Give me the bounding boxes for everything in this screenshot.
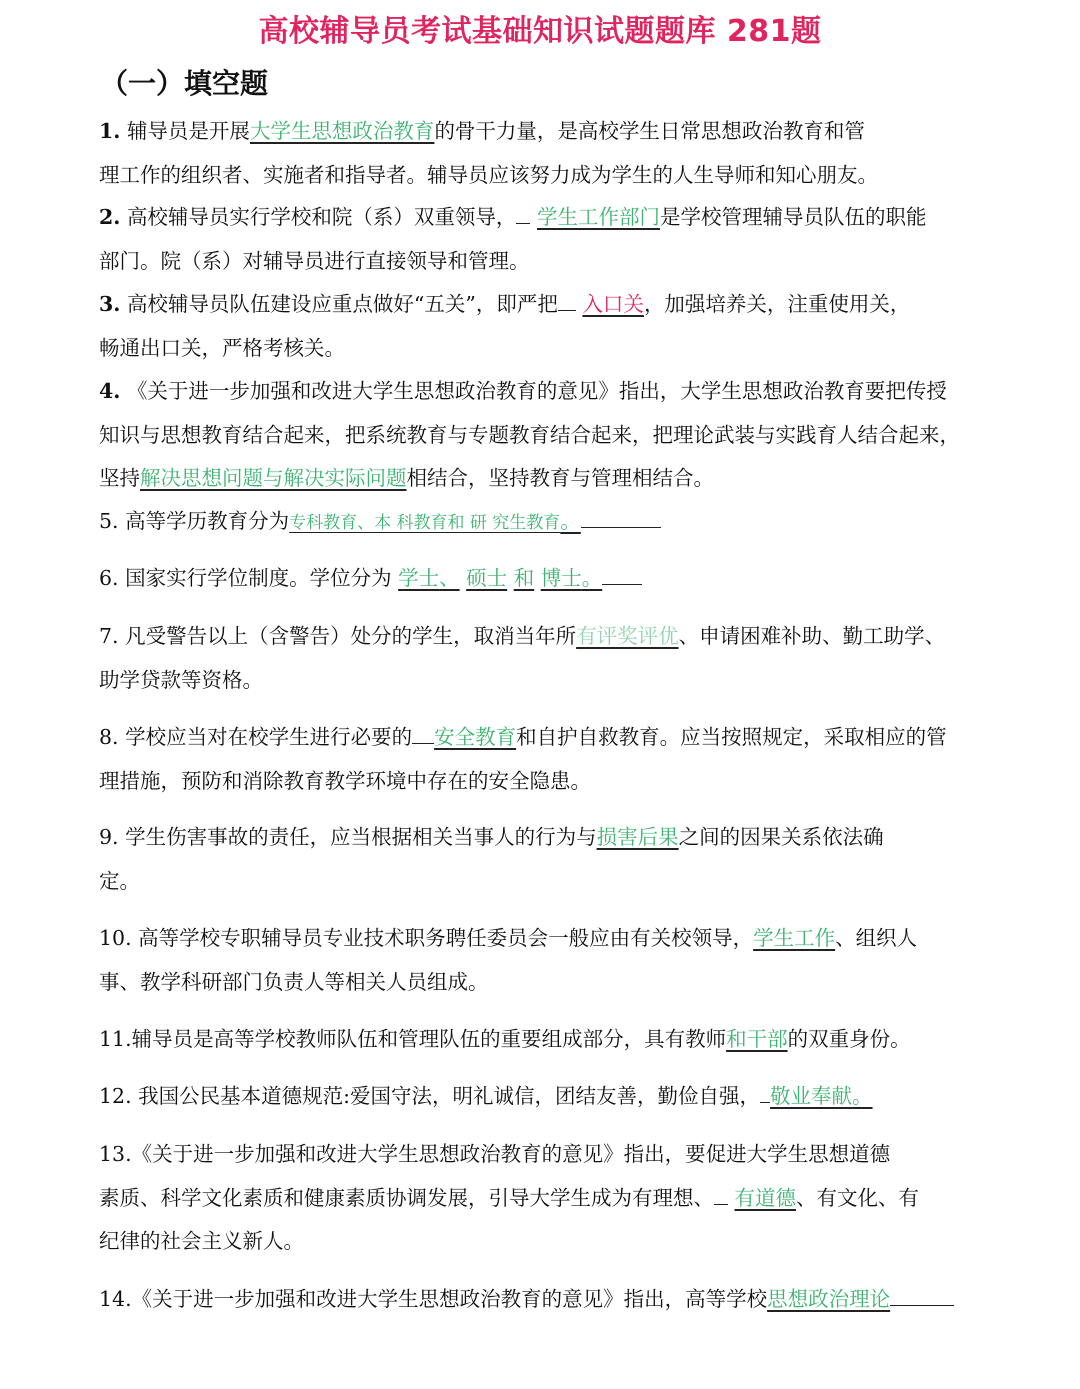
question-number: 11. [99,1027,132,1051]
answer-text: 。 [581,566,603,590]
answer-text: 安全教育 [434,725,517,749]
question-12 [99,1075,999,1119]
question-text: 坚持 [99,466,140,490]
answer-text: 有道德 [734,1185,797,1210]
question-text: 理措施，预防和消除教育教学环境中存在的安全隐患。 [99,768,591,793]
answer-text: 学士 [398,566,440,590]
answer-text: 博士 [540,566,582,590]
question-number: 1. [99,119,121,143]
question-text: 之间的因果关系依法确 [678,825,884,849]
question-text: 畅通出口关，严格考核关。 [99,335,345,360]
answer-text: 学生工作部门 [536,205,660,229]
question-text: 辅导员是开展 [126,119,250,143]
question-number: 3. [99,292,121,316]
question-text: 是学校管理辅导员队伍的职能 [659,205,927,229]
answer-text: 学生工作 [753,926,836,950]
question-text: 、有文化、有 [796,1185,920,1210]
answer-text: 、 [439,566,460,590]
question-6 [99,557,999,601]
question-text: 《关于进一步加强和改进大学生思想政治教育的意见》指出，高等学校 [131,1287,768,1311]
answer-text: 入口关 [582,292,644,316]
question-text: 《关于进一步加强和改进大学生思想政治教育的意见》指出，大学生思想政治教育要把传授 [126,379,947,403]
question-text: 理工作的组织者、实施者和指导者。辅导员应该努力成为学生的人生导师和知心朋友。 [99,162,878,187]
question-text: 部门。院（系）对辅导员进行直接领导和管理。 [99,248,530,273]
question-text: 学生伤害事故的责任，应当根据相关当事人的行为与 [125,825,597,849]
question-number: 4. [99,379,121,403]
question-13 [99,1133,999,1264]
question-text: 素质、科学文化素质和健康素质协调发展，引导大学生成为有理想、 [99,1185,714,1210]
question-text: 高等学校专职辅导员专业技术职务聘任委员会一般应由有关校领导， [138,926,754,950]
answer-text: 。 [560,509,581,533]
question-8 [99,716,999,803]
question-number: 2. [99,205,121,229]
answer-text: 解决思想问题与解决实际问题 [140,466,407,490]
answer-text: 大学生思想政治教育 [249,119,435,143]
answer-text: 和 [513,566,535,590]
question-number: 9. [99,825,119,849]
page-title: 高校辅导员考试基础知识试题题库 281题 [258,14,822,49]
question-number: 7. [99,624,119,648]
question-text: 助学贷款等资格。 [99,667,263,692]
answer-text: 有评奖评优 [576,624,679,648]
question-text: 辅导员是高等学校教师队伍和管理队伍的重要组成部分，具有教师 [131,1027,727,1051]
question-text: 《关于进一步加强和改进大学生思想政治教育的意见》指出，要促进大学生思想道德 [131,1142,891,1166]
question-number: 13. [99,1142,132,1166]
question-14 [99,1278,999,1322]
question-text: 知识与思想教育结合起来，把系统教育与专题教育结合起来，把理论武装与实践育人结合起来， [99,422,960,447]
question-text: 凡受警告以上（含警告）处分的学生，取消当年所 [125,624,577,648]
question-text: 我国公民基本道德规范:爱国守法，明礼诚信，团结友善，勤俭自强， [138,1084,761,1108]
question-4 [99,370,999,501]
question-text: 的骨干力量，是高校学生日常思想政治教育和管 [434,119,865,143]
question-number: 12. [99,1084,132,1108]
question-3 [99,283,999,370]
question-text: 的双重身份。 [787,1027,911,1051]
question-text: 国家实行学位制度。学位分为 [125,566,392,590]
question-9 [99,816,999,903]
question-text: 、申请困难补助、勤工助学、 [678,624,946,648]
question-7 [99,615,999,702]
question-number: 6. [99,566,119,590]
question-11 [99,1018,999,1062]
question-10 [99,917,999,1004]
question-text: 高等学历教育分为 [125,509,290,533]
question-text: 事、教学科研部门负责人等相关人员组成。 [99,969,489,994]
answer-text: 和干部 [726,1027,788,1051]
question-text: ，加强培养关，注重使用关， [643,292,911,316]
question-text: 、组织人 [835,926,918,950]
question-number: 10. [99,926,132,950]
answer-text: 硕士 [466,566,508,590]
answer-text: 损害后果 [596,825,679,849]
question-text: 纪律的社会主义新人。 [99,1229,304,1253]
question-text: 定。 [99,868,140,893]
question-text: 高校辅导员队伍建设应重点做好“五关”，即严把 [126,292,558,316]
answer-text: 敬业奉献 [770,1084,853,1108]
question-text: 学校应当对在校学生进行必要的 [125,725,413,749]
answer-text: 。 [852,1084,873,1108]
question-text: 相结合，坚持教育与管理相结合。 [406,466,714,490]
question-text: 高校辅导员实行学校和院（系）双重领导， [126,205,517,229]
answer-text: 思想政治理论 [767,1287,891,1311]
question-2 [99,196,999,283]
question-5 [99,500,999,544]
section-heading: （一）填空题 [100,67,269,100]
question-number: 8. [99,725,119,749]
question-number: 5. [99,509,119,533]
question-number: 14. [99,1287,132,1311]
question-1 [99,110,999,197]
question-text: 和自护自救教育。应当按照规定，采取相应的管 [516,725,947,749]
answer-text: 专科教育、本 科教育和 研 究生教育 [289,513,561,533]
